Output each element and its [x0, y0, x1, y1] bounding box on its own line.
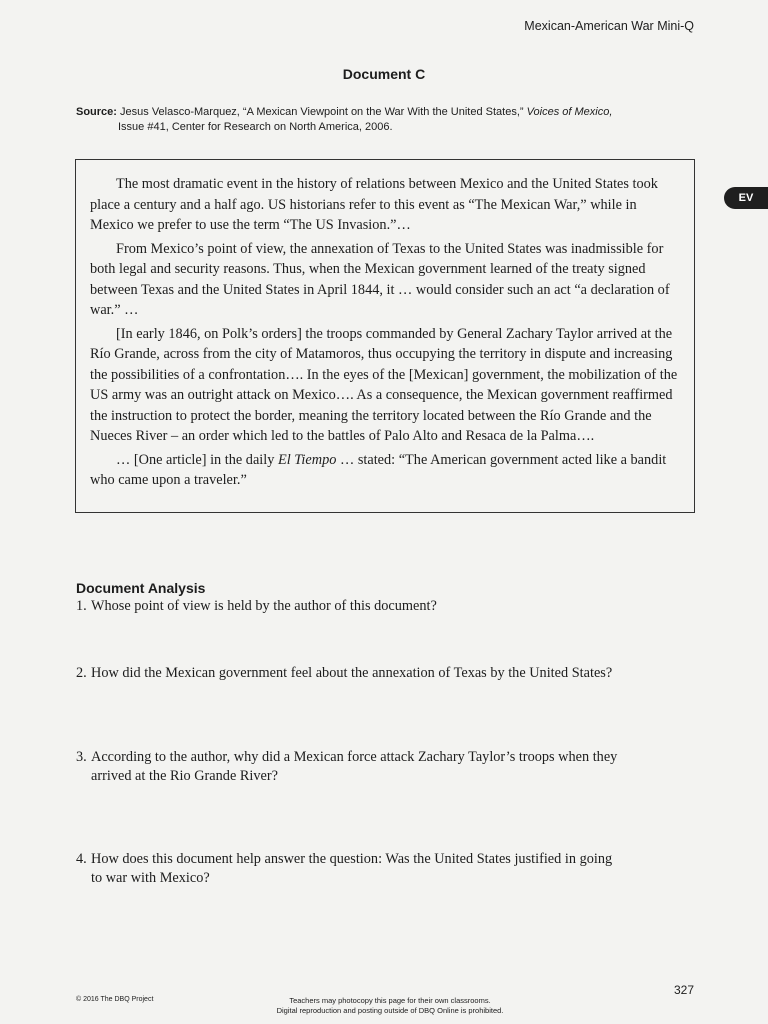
source-label: Source:: [76, 106, 117, 118]
excerpt-paragraph-2: From Mexico’s point of view, the annexation of Texas to the United States was inadmissible for both legal and security reasons. Thus, when the Mexican government learned of the treaty signed between Texas and the United States in April 1844, it … would consider such an act “a declaration of war.” …: [90, 240, 670, 318]
source-publication-title: Voices of Mexico,: [526, 106, 613, 118]
question-text: How did the Mexican government feel about the annexation of Texas by the United States?: [91, 665, 613, 681]
question-text-continued: arrived at the Rio Grande River?: [91, 768, 278, 784]
newspaper-name: El Tiempo: [277, 451, 337, 468]
question-3: [76, 748, 696, 786]
question-text-continued: to war with Mexico?: [91, 870, 210, 886]
question-text: How does this document help answer the question: Was the United States justified in going: [91, 851, 613, 867]
document-title: Document C: [342, 66, 426, 82]
page-number: 327: [674, 983, 695, 997]
question-text: According to the author, why did a Mexican force attack Zachary Taylor’s troops when they: [91, 749, 618, 765]
question-4: [76, 850, 696, 888]
source-text-line2: Issue #41, Center for Research on North America, 2006.: [118, 121, 393, 133]
question-text: Whose point of view is held by the author of this document?: [91, 598, 437, 614]
running-header-title: Mexican-American War Mini-Q: [524, 19, 694, 33]
ev-section-tab: EV: [724, 187, 768, 209]
excerpt-paragraph-1: The most dramatic event in the history of relations between Mexico and the United States took place a century and a half ago. US historians refer to this event as “The Mexican War,” while in Mexico we prefer to use the term “The US Invasion.”…: [90, 176, 658, 233]
photocopy-notice-line2: Digital reproduction and posting outside of DBQ Online is prohibited.: [276, 1006, 504, 1015]
excerpt-paragraph-3: [In early 1846, on Polk’s orders] the troops commanded by General Zachary Taylor arrived at the Río Grande, across from the city of Matamoros, thus occupying the territory in dispute and increasing the possibilities of a confrontation…. In the eyes of the [Mexican] government, the mobilization of the US army was an outright attack on Mexico…. As a consequence, the Mexican government reaffirmed the instruction to protect the border, meaning the territory located between the Río Grande and the Nueces River – an order which led to the battles of Palo Alto and Resaca de la Palma….: [90, 325, 678, 444]
analysis-heading: Document Analysis: [76, 580, 206, 596]
excerpt-paragraph-4: [90, 450, 678, 491]
excerpt-p4-before: … [One article] in the daily: [116, 451, 278, 468]
source-text-line1: Jesus Velasco-Marquez, “A Mexican Viewpoint on the War With the United States,”: [120, 106, 527, 118]
copyright-notice: © 2016 The DBQ Project: [76, 996, 154, 1003]
photocopy-notice-line1: Teachers may photocopy this page for their own classrooms.: [289, 996, 491, 1005]
source-citation: [76, 105, 676, 135]
question-number: 2.: [76, 665, 87, 681]
question-number: 4.: [76, 851, 87, 867]
question-number: 3.: [76, 749, 87, 765]
excerpt-p4-after: … stated: “The American government acted like a bandit who came upon a traveler.”: [90, 451, 667, 488]
photocopy-notice: [180, 996, 600, 1016]
quoted-excerpt-box: [75, 159, 695, 513]
question-number: 1.: [76, 598, 87, 614]
question-1: [76, 597, 696, 616]
question-2: [76, 664, 696, 683]
